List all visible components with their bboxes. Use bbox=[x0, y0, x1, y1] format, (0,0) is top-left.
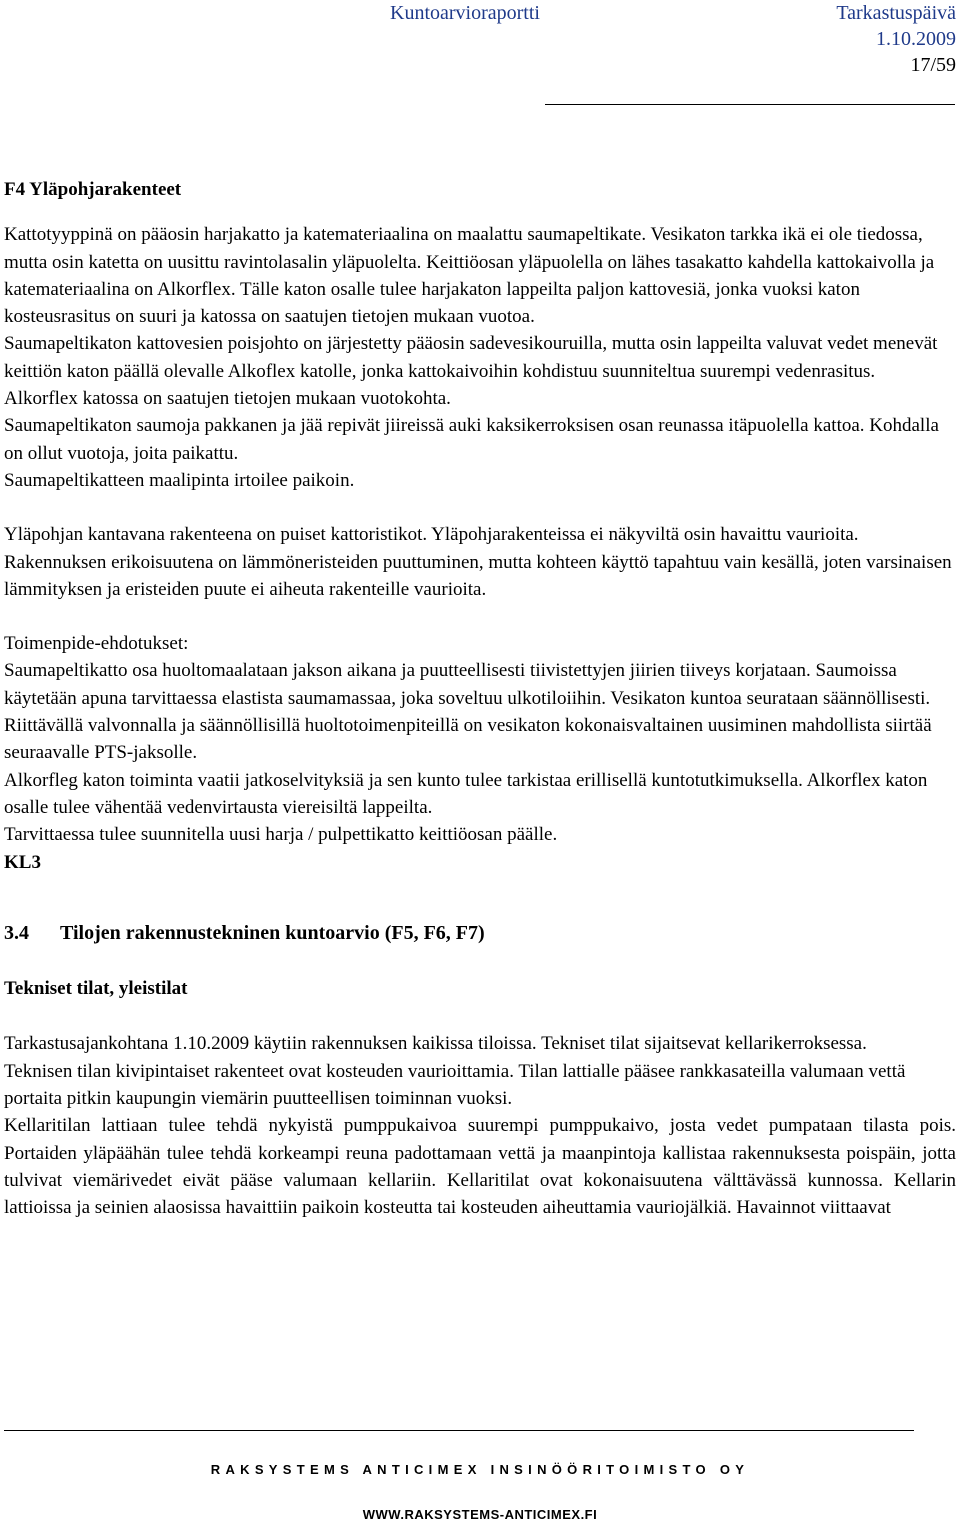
f4-paragraph-5: Saumapeltikatteen maalipinta irtoilee paikoin. bbox=[4, 469, 355, 491]
f4-heading: F4 Yläpohjarakenteet bbox=[4, 179, 182, 200]
page-number: 17/59 bbox=[910, 54, 956, 76]
condition-class: KL3 bbox=[4, 851, 41, 873]
inspection-date-label: Tarkastuspäivä bbox=[836, 2, 956, 24]
header-divider bbox=[545, 104, 955, 105]
tech-paragraph-1: Tarkastusajankohtana 1.10.2009 käytiin rakennuksen kaikissa tiloissa. Tekniset tilat sijaitsevat kellarikerroksessa. bbox=[4, 1033, 867, 1055]
footer-divider bbox=[4, 1430, 914, 1431]
section-heading bbox=[4, 920, 956, 947]
f4-paragraph-2: Saumapeltikaton kattovesien poisjohto on järjestetty pääosin sadevesikouruilla, mutta osin lappeilta valuvat vedet menevät keittiön katon päällä olevalle Alkoflex katolle, jonka kattokaivoihin kohdistuu suunniteltua suurempi vedenrasitus. bbox=[4, 333, 938, 382]
tech-heading: Tekniset tilat, yleistilat bbox=[4, 978, 188, 1000]
f4-paragraph-6: Yläpohjan kantavana rakenteena on puiset kattoristikot. Yläpohjarakenteissa ei näkyviltä osin havaittu vaurioita. Rakennuksen erikoisuutena on lämmöneristeiden puuttuminen, mutta kohteen käyttö tapahtuu vain kesällä, joten varsinaisen lämmityksen ja eristeiden puute ei aiheuta rakenteille vaurioita. bbox=[4, 524, 952, 600]
tech-paragraph-2: Teknisen tilan kivipintaiset rakenteet ovat kosteuden vaurioittamia. Tilan lattialle pääsee rankkasateilla valumaan vettä portaita pitkin kaupungin viemärin puutteellisen toiminnan vuoksi. bbox=[4, 1060, 906, 1110]
inspection-date: 1.10.2009 bbox=[876, 28, 956, 50]
section-number: 3.4 bbox=[4, 921, 29, 944]
f4-paragraph-3: Alkorflex katossa on saatujen tietojen mukaan vuotokohta. bbox=[4, 388, 451, 410]
f4-paragraph-1: Kattotyyppinä on pääosin harjakatto ja katemateriaalina on maalattu saumapeltikate. Vesikaton tarkka ikä ei ole tiedossa, mutta osin katetta on uusittu ravintolasalin yläpuolelta. Keittiöosan yläpuolella on lähes tasakatto kahdella kattokaivolla ja katemateriaalina on Alkorflex. Tälle katon osalle tulee harjakaton lappeilta paljon kattovesiä, jonka vuoksi katon kosteusrasitus on suuri ja katossa on saatujen tietojen mukaan vuotoa. bbox=[4, 224, 935, 328]
f4-paragraph-4: Saumapeltikaton saumoja pakkanen ja jää repivät jiireissä auki kaksikerroksisen osan reunassa itäpuolella kattoa. Kohdalla on ollut vuotoja, joita paikattu. bbox=[4, 415, 939, 464]
page-header bbox=[0, 0, 960, 110]
action-paragraph-3: Tarvittaessa tulee suunnitella uusi harja / pulpettikatto keittiöosan päälle. bbox=[4, 824, 558, 846]
section-title: Tilojen rakennustekninen kuntoarvio (F5, F6, F7) bbox=[60, 921, 485, 944]
action-paragraph-1: Saumapeltikatto osa huoltomaalataan jakson aikana ja puutteellisesti tiivistettyjen jiirien tiiveys korjataan. Saumoissa käytetään apuna tarvittaessa elastista saumamassaa, joka soveltuu ulkotiloiihin. Vesikaton kuntoa seurataan säännöllisesti. Riittävällä valvonnalla ja säännöllisillä huoltotoimenpiteillä on vesikaton kokonaisvaltainen uusiminen mahdollista siirtää seuraavalle PTS-jaksolle. bbox=[4, 660, 932, 764]
footer-company: RAKSYSTEMS ANTICIMEX INSINÖÖRITOIMISTO OY bbox=[210, 1462, 750, 1477]
tech-paragraph-3: Kellaritilan lattiaan tulee tehdä nykyistä pumppukaivoa suurempi pumppukaivo, josta vedet pumpataan tilasta pois. Portaiden yläpäähän tulee tehdä korkeampi reuna padottamaan vettä ja maanpintoja kallistaa rakennuksesta poispäin, jotta tulvivat viemärivedet eivät pääse valumaan kellariin. Kellaritilat ovat kokonaisuutena välttävässä kunnossa. Kellarin lattioissa ja seinien alaosissa havaittiin paikoin kosteutta tai kosteuden aiheuttamia vauriojälkiä. Havainnot viittaavat bbox=[4, 1115, 956, 1219]
report-title: Kuntoarvioraportti bbox=[390, 2, 540, 24]
footer-url: WWW.RAKSYSTEMS-ANTICIMEX.FI bbox=[362, 1507, 598, 1522]
document-body bbox=[4, 176, 956, 1222]
action-paragraph-2: Alkorfleg katon toiminta vaatii jatkoselvityksiä ja sen kunto tulee tarkistaa erillisellä kuntotutkimuksella. Alkorflex katon osalle tulee vähentää vedenvirtausta viereisiltä lappeilta. bbox=[4, 769, 928, 818]
actions-heading: Toimenpide-ehdotukset: bbox=[4, 633, 189, 655]
